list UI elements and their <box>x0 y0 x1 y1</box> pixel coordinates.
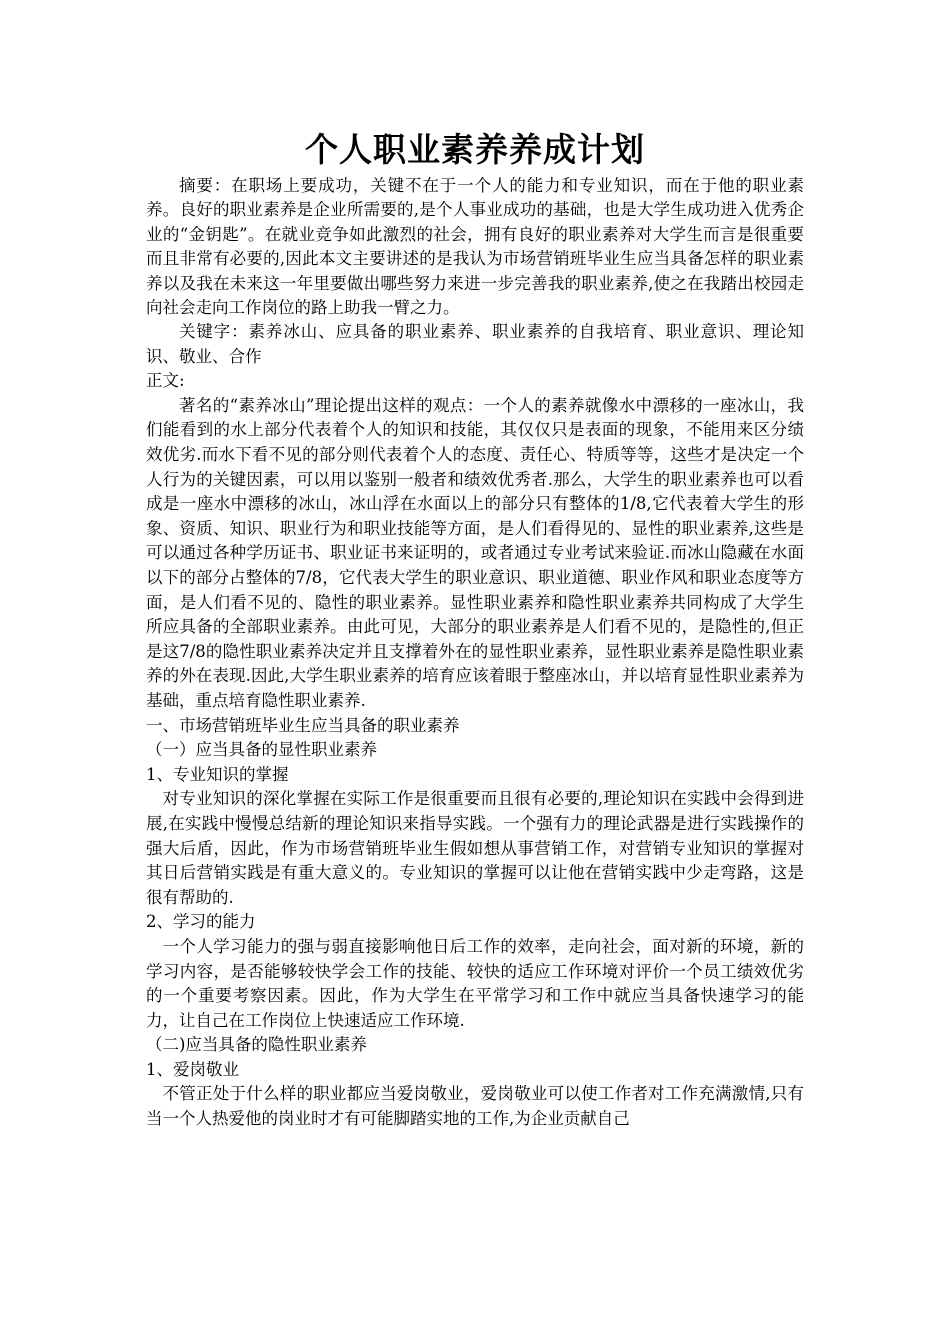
item-paragraph: 一个人学习能力的强与弱直接影响他日后工作的效率，走向社会，面对新的环境，新的学习内容，是否能够较快学会工作的技能、较快的适应工作环境对评价一个员工绩效优劣的一个重要考察因素。因此，作为大学生在平常学习和工作中就应当具备快速学习的能力，让自己在工作岗位上快速适应工作环境. <box>146 936 804 1030</box>
item-paragraph: 对专业知识的深化掌握在实际工作是很重要而且很有必要的,理论知识在实践中会得到进展,在实践中慢慢总结新的理论知识来指导实践。一个强有力的理论武器是进行实践操作的强大后盾，因此，作为市场营销班毕业生假如想从事营销工作，对营销专业知识的掌握对其日后营销实践是有重大意义的。专业知识的掌握可以让他在营销实践中少走弯路，这是很有帮助的. <box>146 789 804 907</box>
section-heading: 一、市场营销班毕业生应当具备的职业素养 <box>146 715 460 735</box>
item-heading: 2、学习的能力 <box>146 912 256 932</box>
item-paragraph: 不管正处于什么样的职业都应当爱岗敬业，爱岗敬业可以使工作者对工作充满激情,只有当一个人热爱他的岗业时才有可能脚踏实地的工作,为企业贡献自己 <box>146 1084 804 1129</box>
body-label: 正文: <box>146 371 185 391</box>
keywords-paragraph: 关键字：素养冰山、应具备的职业素养、职业素养的自我培育、职业意识、理论知识、敬业、合作 <box>146 322 804 366</box>
document-title: 个人职业素养养成计划 <box>305 130 645 169</box>
item-heading: 1、专业知识的掌握 <box>146 764 289 784</box>
item-heading: 1、爱岗敬业 <box>146 1059 239 1079</box>
abstract-paragraph: 摘要：在职场上要成功，关键不在于一个人的能力和专业知识，而在于他的职业素养。良好的职业素养是企业所需要的,是个人事业成功的基础，也是大学生成功进入优秀企业的“金钥匙”。在就业竞争如此激烈的社会，拥有良好的职业素养对大学生而言是很重要而且非常有必要的,因此本文主要讲述的是我认为市场营销班毕业生应当具备怎样的职业素养以及我在未来这一年里要做出哪些努力来进一步完善我的职业素养,使之在我踏出校园走向社会走向工作岗位的路上助我一臂之力。 <box>146 176 804 318</box>
subsection-heading: （一）应当具备的显性职业素养 <box>146 740 377 760</box>
subsection-heading: （二)应当具备的隐性职业素养 <box>146 1035 367 1055</box>
intro-paragraph: 著名的“素养冰山”理论提出这样的观点：一个人的素养就像水中漂移的一座冰山，我们能看到的水上部分代表着个人的知识和技能，其仅仅只是表面的现象，不能用来区分绩效优劣.而水下看不见的部分则代表着个人的态度、责任心、特质等等，这些才是决定一个人行为的关键因素，可以用以鉴别一般者和绩效优秀者.那么，大学生的职业素养也可以看成是一座水中漂移的冰山，冰山浮在水面以上的部分只有整体的1/8,它代表着大学生的形象、资质、知识、职业行为和职业技能等方面，是人们看得见的、显性的职业素养,这些是可以通过各种学历证书、职业证书来证明的，或者通过专业考试来验证.而冰山隐藏在水面以下的部分占整体的7/8，它代表大学生的职业意识、职业道德、职业作风和职业态度等方面，是人们看不见的、隐性的职业素养。显性职业素养和隐性职业素养共同构成了大学生所应具备的全部职业素养。由此可见，大部分的职业素养是人们看不见的，是隐性的,但正是这7/8的隐性职业素养决定并且支撑着外在的显性职业素养，显性职业素养是隐性职业素养的外在表现.因此,大学生职业素养的培育应该着眼于整座冰山，并以培育显性职业素养为基础，重点培育隐性职业素养. <box>146 395 804 710</box>
